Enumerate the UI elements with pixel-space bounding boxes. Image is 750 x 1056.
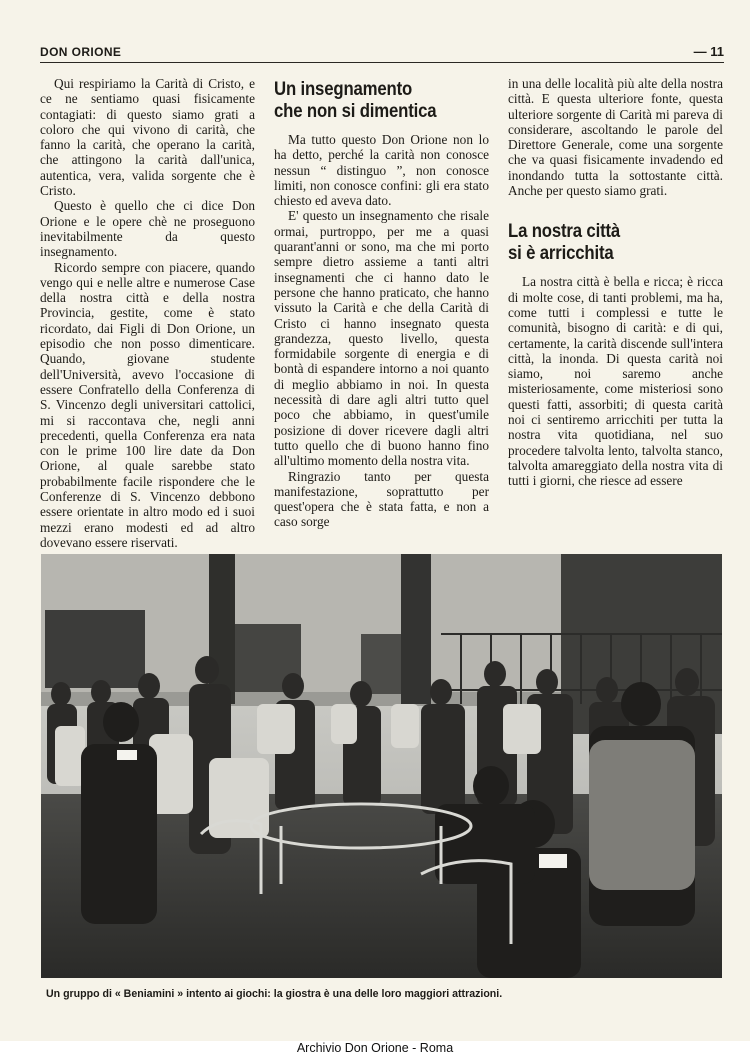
paragraph: Qui respiriamo la Carità di Cristo, e ce ne sentiamo quasi fisicamente contagiati: di questo siamo grati a coloro che qui vivono di carità, che fanno la carità, che operano la carità, che attingono la carità dall'unica, autentica, vera, valida sorgente che è Cristo. [40,76,255,199]
archive-footer: Archivio Don Orione - Roma [0,1041,750,1056]
text-column-3 [508,76,723,489]
page-number: — 11 [693,44,724,59]
photograph [41,554,722,978]
paragraph: in una delle località più alte della nostra città. E questa ulteriore fonte, questa ulteriore sorgente di Carità mi pareva di considerare, ascoltando le parole del Direttore Generale, come una sorgente che va quasi fisicamente invadendo ed inondando tutta la sottostante città. Anche per questo siamo grati. [508,76,723,199]
paragraph: Ricordo sempre con piacere, quando vengo qui e nelle altre e numerose Case della nostra città e della nostra Provincia, gestite, come è stato ricordato, dai Figli di Don Orione, un episodio che non posso dimenticare. Quando, giovane studente dell'Università, avevo l'occasione di essere Confratello della Conferenza di S. Vincenzo degli universitari cattolici, mi si raccontava che, negli anni precedenti, quella Conferenza era nata con le prime 100 lire date da Don Orione, al quale sarebbe stato probabilmente facile rispondere che le Conferenze di S. Vincenzo debbono essere orientate in altro modo ed i suoi mezzi erano modesti ed ad altro dovevano essere riservati. [40,259,255,550]
section-heading [274,78,489,122]
text-column-1 [40,76,255,550]
running-header [40,44,724,63]
heading-line: che non si dimentica [274,100,437,122]
photo-caption: Un gruppo di « Beniamini » intento ai giochi: la giostra è una delle loro maggiori attrazioni. [46,988,503,1000]
paragraph: Ma tutto questo Don Orione non lo ha detto, perché la carità non conosce nessun “ distinguo ”, non conosce limiti, non conosce confini: gli era stato chiesto ed aveva dato. [274,132,489,209]
paragraph: Ringrazio tanto per questa manifestazione, soprattutto per quest'opera che è stata fatta, e non a caso sorge [274,468,489,530]
paragraph: Questo è quello che ci dice Don Orione e le opere chè ne proseguono inevitabilmente da questo insegnamento. [40,198,255,260]
paragraph: E' questo un insegnamento che risale ormai, purtroppo, per me a quasi quarant'anni or sono, ma che mi porto sempre dietro assieme a tanti altri insegnamenti che ci hanno dato le persone che hanno praticato, che hanno vissuto la Carità e che della Carità di Cristo ci hanno insegnato questa grandezza, questo livello, questa formidabile sorgente di energia e di bontà di espandere intorno a noi quanto di meglio abbiamo in noi. In questa necessità di dare agli altri tutto quel poco che abbiamo, in quest'umile posizione di dover ricevere dagli altri tutto quello che di buono hanno fino all'ultimo momento della nostra vita. [274,208,489,469]
photograph-illustration [41,554,722,978]
paragraph: La nostra città è bella e ricca; è ricca di molte cose, di tanti problemi, ma ha, come tutti i complessi e tutte le comunità, bisogno di carità: e di qui, certamente, la carità discende sull'intera città, la inonda. Di questa carità noi siamo, noi saremo anche misteriosamente, come misteriosi sono questi fatti, assorbiti; di questa carità noi ci sentiremo arricchiti per tutta la nostra vita quotidiana, nel suo procedere talvolta lento, talvolta stanco, talvolta amareggiato della nostra vita di tutti i giorni, che riesce ad essere [508,274,723,489]
heading-line: si è arricchita [508,242,614,265]
section-heading [508,220,723,264]
heading-line: La nostra città [508,220,621,243]
magazine-title: DON ORIONE [40,45,122,59]
text-column-2 [274,76,489,530]
heading-line: Un insegnamento [274,78,413,100]
